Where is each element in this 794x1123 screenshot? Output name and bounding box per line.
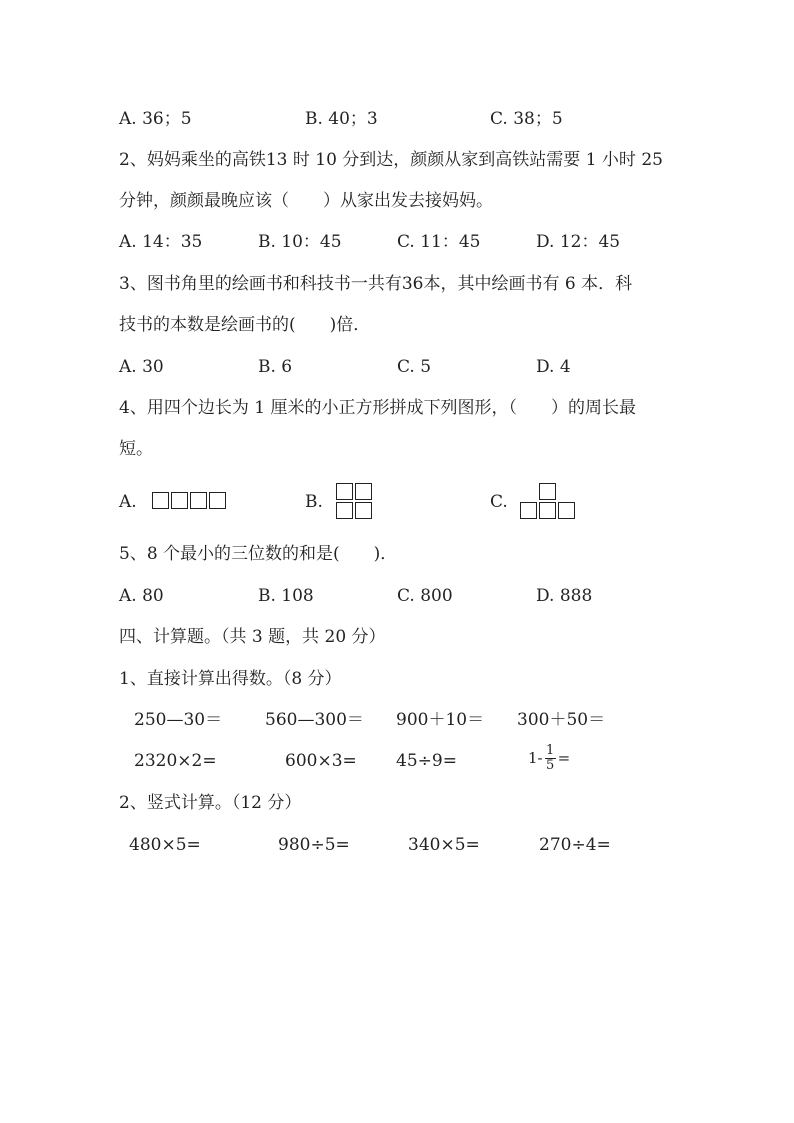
q5-option-c: C. 800: [397, 586, 453, 606]
calc-2: 560—300＝: [265, 710, 364, 730]
part-1-title: 1、直接计算出得数。（8 分）: [119, 669, 342, 689]
calc-7: 45÷9=: [396, 751, 457, 771]
calc-4: 300＋50＝: [517, 710, 606, 730]
q2-line-2: 分钟，颜颜最晚应该（ ）从家出发去接妈妈。: [119, 191, 493, 211]
q4-label-a: A.: [119, 492, 137, 512]
q3-line-2: 技书的本数是绘画书的( )倍．: [119, 315, 371, 335]
frac-numerator: 1: [545, 743, 555, 758]
vertical-calc-2: 980÷5=: [278, 835, 350, 855]
q3-option-d: D. 4: [536, 357, 571, 377]
fraction: [545, 744, 556, 773]
q1-option-a: A. 36；5: [119, 109, 192, 129]
q5-line-1: 5、8 个最小的三位数的和是( )．: [119, 544, 398, 564]
q4-label-c: C.: [490, 492, 508, 512]
q2-option-c: C. 11：45: [397, 232, 481, 252]
frac-tail: =: [557, 749, 571, 767]
q1-option-c: C. 38；5: [490, 109, 563, 129]
vertical-calc-1: 480×5=: [129, 835, 201, 855]
vertical-calc-4: 270÷4=: [539, 835, 611, 855]
frac-lead: 1-: [528, 749, 543, 767]
q2-option-d: D. 12：45: [536, 232, 621, 252]
q5-option-b: B. 108: [258, 586, 314, 606]
q3-option-c: C. 5: [397, 357, 432, 377]
q2-option-a: A. 14：35: [119, 232, 203, 252]
frac-denominator: 5: [545, 758, 555, 773]
q3-option-a: A. 30: [119, 357, 164, 377]
q4-line-2: 短。: [119, 439, 153, 459]
q4-label-b: B.: [305, 492, 323, 512]
calc-6: 600×3=: [285, 751, 357, 771]
q5-option-d: D. 888: [536, 586, 593, 606]
q4-line-1: 4、用四个边长为 1 厘米的小正方形拼成下列图形，（ ）的周长最: [119, 398, 636, 418]
calc-8-fraction: [528, 744, 570, 773]
q5-option-a: A. 80: [119, 586, 164, 606]
q2-line-1: 2、妈妈乘坐的高铁13 时 10 分到达，颜颜从家到高铁站需要 1 小时 25: [119, 150, 663, 170]
section-4-title: 四、计算题。（共 3 题，共 20 分）: [119, 627, 386, 647]
calc-1: 250—30＝: [134, 710, 223, 730]
q2-option-b: B. 10：45: [258, 232, 342, 252]
calc-5: 2320×2=: [134, 751, 217, 771]
q3-line-1: 3、图书角里的绘画书和科技书一共有36本，其中绘画书有 6 本．科: [119, 274, 633, 294]
part-2-title: 2、竖式计算。（12 分）: [119, 793, 302, 813]
vertical-calc-3: 340×5=: [408, 835, 480, 855]
q3-option-b: B. 6: [258, 357, 293, 377]
q1-option-b: B. 40；3: [305, 109, 378, 129]
calc-3: 900＋10＝: [396, 710, 485, 730]
